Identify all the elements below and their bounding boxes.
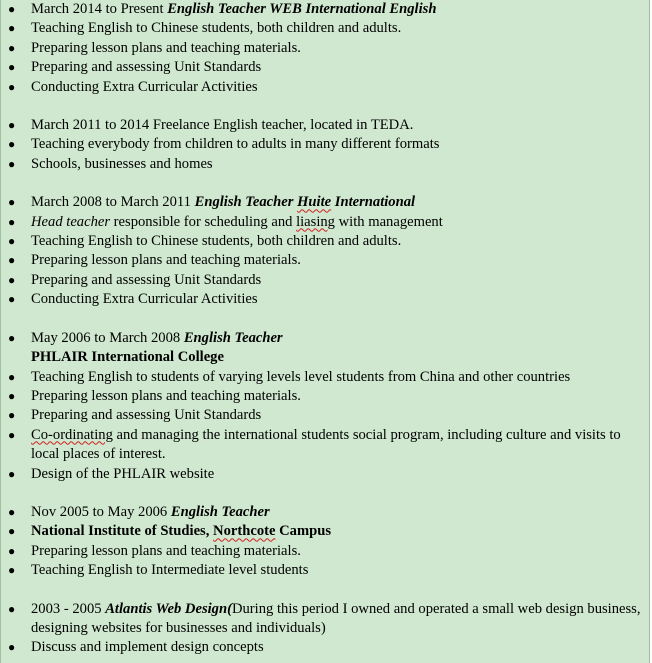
bullet-icon: ●: [8, 466, 16, 481]
bullet-icon: ●: [8, 214, 16, 229]
job-description: During this period I owned and operated a small web design business, designing websites for businesses and individuals): [31, 600, 641, 636]
job-header-text: March 2011 to 2014 Freelance English teacher, located in TEDA.: [31, 117, 414, 134]
bullet-icon: ●: [8, 40, 16, 55]
bullet-icon: ●: [8, 408, 16, 423]
list-item: ● National Institute of Studies, Northcote Campus: [1, 522, 651, 541]
list-item: ● Preparing lesson plans and teaching materials.: [1, 39, 651, 58]
list-item: ● Discuss and implement design concepts: [1, 638, 651, 657]
bullet-icon: ●: [8, 156, 16, 171]
bullet-icon: ●: [8, 388, 16, 403]
bullet-icon: ●: [8, 253, 16, 268]
bullet-icon: ●: [8, 504, 16, 519]
list-item: ● Teaching English to Intermediate level students: [1, 561, 651, 580]
job-date: March 2014 to Present: [31, 1, 168, 17]
list-item: ● Teaching English to students of varying levels level students from China and other countries: [1, 368, 651, 387]
bullet-icon: ●: [8, 79, 16, 94]
list-item: ● Co-ordinating and managing the international students social program, including culture and visits to local places of interest.: [8, 426, 621, 463]
bullet-icon: ●: [8, 118, 16, 133]
bullet-icon: ●: [8, 272, 16, 287]
list-item: ● Teaching English to Chinese students, both children and adults.: [1, 19, 651, 38]
bullet-icon: ●: [8, 524, 16, 539]
employment-history: [1, 0, 651, 658]
list-item: ● Design of the PHLAIR website: [1, 465, 651, 484]
list-item: ● Head teacher responsible for scheduling and liasing with management: [1, 213, 651, 232]
job-title: English Teacher: [170, 503, 270, 520]
list-item: ● Preparing and assessing Unit Standards: [1, 58, 651, 77]
bullet-icon: ●: [8, 2, 16, 16]
job-date: 2003 - 2005: [31, 600, 106, 617]
job-section-atlantis: [1, 600, 651, 658]
job-header: [1, 503, 651, 522]
bullet-icon: ●: [8, 330, 16, 345]
bullet-icon: ●: [8, 234, 16, 249]
bullet-icon: ●: [8, 427, 16, 442]
bullet-icon: ●: [8, 563, 16, 578]
bullet-icon: ●: [8, 137, 16, 152]
bullet-icon: ●: [8, 21, 16, 36]
job-section-national-institute: [1, 503, 651, 581]
list-item: ● Preparing lesson plans and teaching materials.: [1, 542, 651, 561]
job-section-phlair-items: [1, 368, 651, 484]
job-header: [1, 193, 651, 212]
job-title: English Teacher Huite International: [194, 194, 416, 211]
bullet-icon: ●: [8, 543, 16, 558]
bullet-icon: ●: [8, 369, 16, 384]
job-section-phlair: [1, 329, 651, 348]
bullet-icon: ●: [8, 640, 16, 655]
job-header: [1, 600, 651, 639]
list-item: ● Teaching everybody from children to adults in many different formats: [1, 135, 651, 154]
bullet-icon: ●: [8, 195, 16, 210]
job-section-web-international: [1, 0, 651, 97]
job-header: [1, 0, 651, 19]
bullet-icon: ●: [8, 60, 16, 75]
job-title: Atlantis Web Design(: [105, 600, 232, 617]
job-header: [1, 116, 651, 135]
bullet-icon: ●: [8, 292, 16, 307]
list-item: ● Teaching English to Chinese students, both children and adults.: [1, 232, 651, 251]
job-title: English Teacher WEB International English: [167, 1, 437, 17]
list-item: ● Conducting Extra Curricular Activities: [1, 290, 651, 309]
list-item: ● Preparing and assessing Unit Standards: [1, 271, 651, 290]
bullet-icon: ●: [8, 601, 16, 616]
job-section-freelance: [1, 116, 651, 174]
list-item: ● Preparing lesson plans and teaching materials.: [1, 387, 651, 406]
list-item: ● Preparing lesson plans and teaching materials.: [1, 251, 651, 270]
list-item: ● Preparing and assessing Unit Standards: [1, 406, 651, 425]
job-date: May 2006 to March 2008: [31, 329, 184, 346]
employer-name: PHLAIR International College: [31, 349, 224, 366]
job-section-huite: [1, 193, 651, 309]
list-item: ● Conducting Extra Curricular Activities: [1, 78, 651, 97]
job-header: [1, 329, 651, 348]
job-title: English Teacher: [183, 329, 283, 346]
job-date: March 2008 to March 2011: [31, 194, 195, 211]
list-item: ● Schools, businesses and homes: [1, 155, 651, 174]
job-date: Nov 2005 to May 2006: [31, 503, 171, 520]
